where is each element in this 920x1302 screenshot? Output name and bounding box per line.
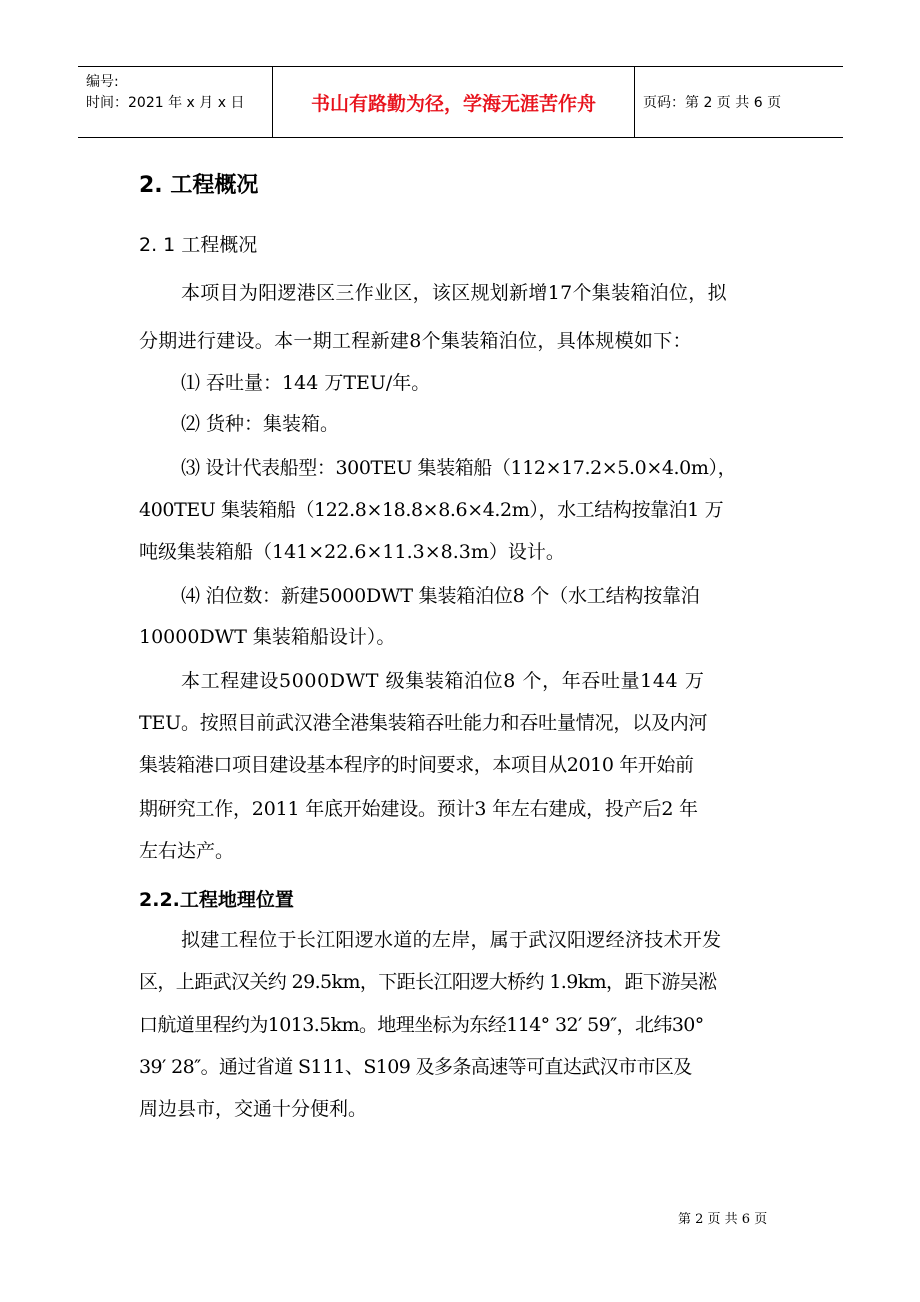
number-label: 编号: [86,74,119,90]
body-line: 本工程建设5000DWT 级集装箱泊位8 个，年吞吐量144 万 [181,670,705,692]
header-motto: 书山有路勤为径，学海无涯苦作舟 [273,67,635,137]
body-line: 左右达产。 [139,840,235,862]
body-line: 期研究工作，2011 年底开始建设。预计3 年左右建成，投产后2 年 [139,798,698,820]
body-line: 吨级集装箱船（141×22.6×11.3×8.3m）设计。 [139,541,565,563]
body-line: 本项目为阳逻港区三作业区，该区规划新增17个集装箱泊位，拟 [181,282,727,304]
body-line: 10000DWT 集装箱船设计）。 [139,626,396,648]
header-meta [78,67,273,137]
page-header [78,66,843,138]
subsection-title-location: 2.2.工程地理位置 [139,889,294,911]
time-label: 时间：2021 年 x 月 x 日 [86,95,245,111]
subsection-title-overview: 2. 1 工程概况 [139,234,258,256]
section-title: 2. 工程概况 [139,173,259,198]
body-line: ⑴ 吞吐量：144 万TEU/年。 [181,372,431,394]
body-line: ⑵ 货种：集装箱。 [181,413,340,435]
body-line: 分期进行建设。本一期工程新建8个集装箱泊位，具体规模如下： [139,330,692,352]
body-line: 集装箱港口项目建设基本程序的时间要求，本项目从2010 年开始前 [139,754,694,776]
body-line: ⑷ 泊位数：新建5000DWT 集装箱泊位8 个（水工结构按靠泊 [181,585,700,607]
body-line: 口航道里程约为1013.5km。地理坐标为东经114° 32′ 59″，北纬30° [139,1014,704,1036]
header-page-label: 页码：第 2 页 共 6 页 [643,95,782,111]
body-line: TEU。按照目前武汉港全港集装箱吞吐能力和吞吐量情况，以及内河 [139,712,708,734]
body-line: 39′ 28″。通过省道 S111、S109 及多条高速等可直达武汉市市区及 [139,1056,692,1078]
body-line: 周边县市，交通十分便利。 [139,1098,368,1120]
body-line: 区，上距武汉关约 29.5km，下距长江阳逻大桥约 1.9km，距下游吴淞 [139,971,717,993]
body-line: 拟建工程位于长江阳逻水道的左岸，属于武汉阳逻经济技术开发 [181,929,722,951]
body-line: 400TEU 集装箱船（122.8×18.8×8.6×4.2m），水工结构按靠泊1 万 [139,499,724,521]
body-line: ⑶ 设计代表船型：300TEU 集装箱船（112×17.2×5.0×4.0m）， [181,457,737,479]
page-footer: 第 2 页 共 6 页 [678,1212,768,1227]
